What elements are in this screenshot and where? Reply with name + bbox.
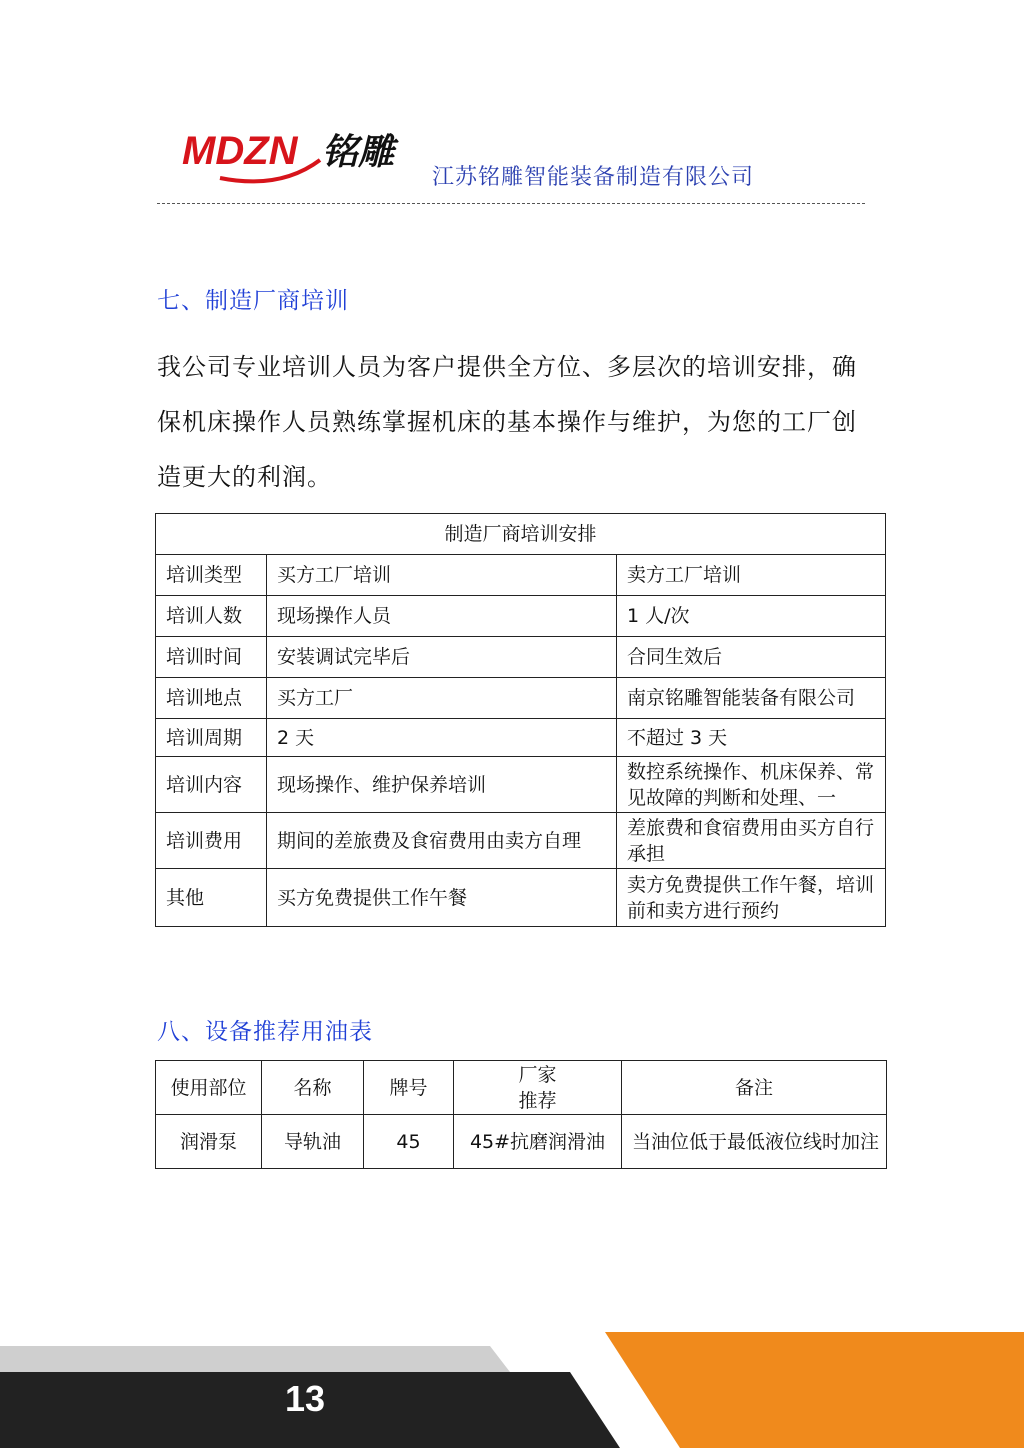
table-row [156, 678, 886, 719]
table-cell: 导轨油 [262, 1115, 364, 1169]
table-header-cell: 牌号 [364, 1061, 454, 1115]
table-header-cell: 厂家 推荐 [454, 1061, 622, 1115]
company-name: 江苏铭雕智能装备制造有限公司 [432, 165, 755, 190]
table-cell: 现场操作、维护保养培训 [267, 757, 617, 813]
table-cell: 合同生效后 [617, 637, 886, 678]
table-row [156, 596, 886, 637]
section-title-training: 七、制造厂商培训 [157, 288, 349, 314]
training-intro-paragraph: 我公司专业培训人员为客户提供全方位、多层次的培训安排，确保机床操作人员熟练掌握机床的基本操作与维护，为您的工厂创造更大的利润。 [157, 353, 857, 491]
logo-latin: MDZN [182, 129, 298, 173]
table-row [156, 869, 886, 927]
table-row [156, 813, 886, 869]
training-table-title: 制造厂商培训安排 [156, 514, 886, 555]
table-header-cell: 名称 [262, 1061, 364, 1115]
table-cell: 45#抗磨润滑油 [454, 1115, 622, 1169]
table-cell: 2 天 [267, 719, 617, 757]
page-number: 13 [284, 1378, 326, 1419]
table-cell: 培训类型 [156, 555, 267, 596]
footer-orange-band [605, 1332, 1024, 1448]
header-divider [157, 203, 865, 204]
table-cell: 买方工厂培训 [267, 555, 617, 596]
table-cell: 当油位低于最低液位线时加注 [622, 1115, 887, 1169]
table-cell: 培训周期 [156, 719, 267, 757]
footer-band [0, 1320, 1024, 1448]
table-cell: 现场操作人员 [267, 596, 617, 637]
table-cell: 润滑泵 [156, 1115, 262, 1169]
table-cell: 1 人/次 [617, 596, 886, 637]
table-cell: 安装调试完毕后 [267, 637, 617, 678]
table-row [156, 1115, 887, 1169]
training-table [155, 513, 886, 927]
table-cell: 不超过 3 天 [617, 719, 886, 757]
table-cell: 45 [364, 1115, 454, 1169]
logo [180, 120, 410, 186]
table-cell: 数控系统操作、机床保养、常见故障的判断和处理、一 [617, 757, 886, 813]
table-cell: 差旅费和食宿费用由买方自行承担 [617, 813, 886, 869]
table-row [156, 757, 886, 813]
oil-table [155, 1060, 887, 1169]
table-cell: 买方工厂 [267, 678, 617, 719]
table-cell: 培训地点 [156, 678, 267, 719]
table-header-cell: 备注 [622, 1061, 887, 1115]
table-cell: 卖方工厂培训 [617, 555, 886, 596]
table-cell: 其他 [156, 869, 267, 927]
table-header-cell: 使用部位 [156, 1061, 262, 1115]
table-cell: 培训内容 [156, 757, 267, 813]
logo-mark [180, 120, 410, 186]
table-cell: 期间的差旅费及食宿费用由卖方自理 [267, 813, 617, 869]
table-row [156, 555, 886, 596]
section-title-oil: 八、设备推荐用油表 [157, 1019, 373, 1045]
table-cell: 培训时间 [156, 637, 267, 678]
table-cell: 培训人数 [156, 596, 267, 637]
table-row [156, 719, 886, 757]
logo-cjk: 铭雕 [322, 132, 395, 173]
table-cell: 买方免费提供工作午餐 [267, 869, 617, 927]
table-cell: 南京铭雕智能装备有限公司 [617, 678, 886, 719]
table-header-row [156, 1061, 887, 1115]
footer-gray-stripe [0, 1346, 510, 1372]
table-cell: 卖方免费提供工作午餐，培训前和卖方进行预约 [617, 869, 886, 927]
table-row [156, 637, 886, 678]
table-cell: 培训费用 [156, 813, 267, 869]
